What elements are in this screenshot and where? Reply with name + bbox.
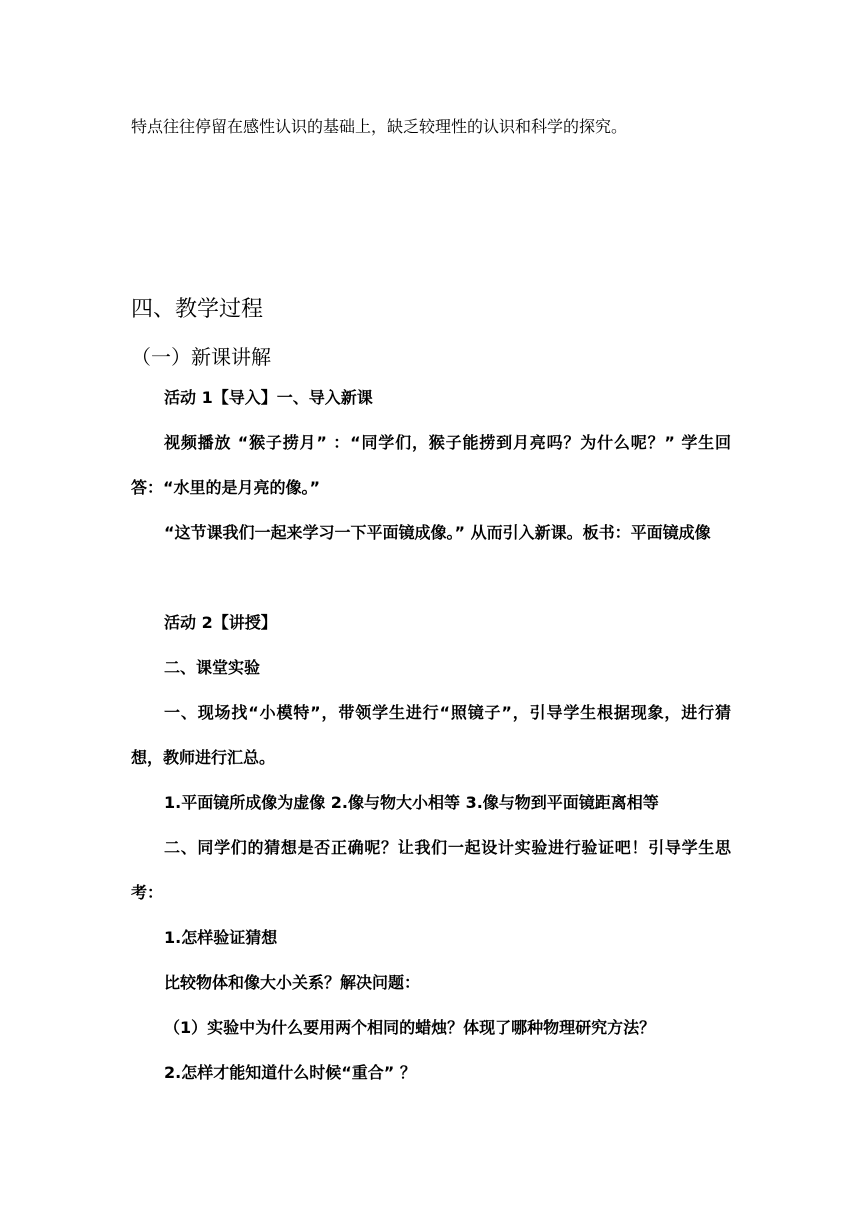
paragraph-question-1: （1）实验中为什么要用两个相同的蜡烛？体现了哪种物理研究方法？ xyxy=(164,1018,656,1037)
subsection-heading: （一）新课讲解 xyxy=(131,345,271,369)
paragraph-compare: 比较物体和像大小关系？解决问题： xyxy=(164,973,421,992)
intro-line: 特点往往停留在感性认识的基础上，缺乏较理性的认识和科学的探究。 xyxy=(131,117,628,136)
paragraph-experiment-heading: 二、课堂实验 xyxy=(164,658,261,677)
paragraph-how-verify: 1.怎样验证猜想 xyxy=(164,928,278,947)
paragraph-model: 一、现场找“小模特”，带领学生进行“照镜子”，引导学生根据现象，进行猜想，教师进行汇总。 xyxy=(131,703,731,767)
paragraph-guesses: 1.平面镜所成像为虚像 2.像与物大小相等 3.像与物到平面镜距离相等 xyxy=(164,793,659,812)
paragraph-activity-2: 活动 2【讲授】 xyxy=(164,613,277,632)
paragraph-video: 视频播放 “猴子捞月” ：“同学们，猴子能捞到月亮吗？为什么呢？” 学生回答：“水里的是月亮的像。” xyxy=(131,433,731,497)
paragraph-verify: 二、同学们的猜想是否正确呢？让我们一起设计实验进行验证吧！引导学生思考： xyxy=(131,838,731,902)
paragraph-coincide: 2.怎样才能知道什么时候“重合” ？ xyxy=(164,1063,416,1082)
paragraph-intro-lesson: “这节课我们一起来学习一下平面镜成像。” 从而引入新课。板书：平面镜成像 xyxy=(164,523,711,542)
paragraph-activity-1: 活动 1【导入】一、导入新课 xyxy=(164,388,373,407)
section-heading: 四、教学过程 xyxy=(131,297,264,322)
